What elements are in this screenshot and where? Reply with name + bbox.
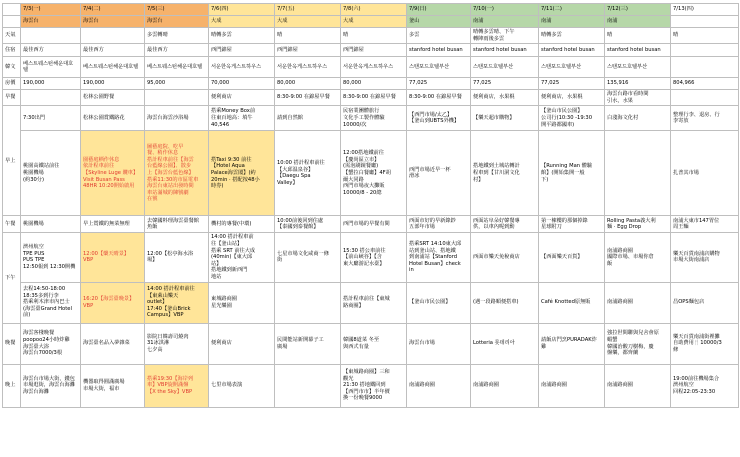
cell-dinner[interactable]: 韓國8道菜 冬至 與西式有量 (341, 323, 407, 364)
cell-area[interactable]: 海雲台 (21, 16, 81, 28)
cell-area[interactable]: 大成 (275, 16, 341, 28)
cell-ko[interactable] (671, 57, 739, 78)
cell-s2[interactable]: 西門市場近早一杯 滑冰 (407, 131, 471, 216)
cell-hotel[interactable]: stanford hotel busan (471, 44, 539, 57)
cell-breakfast[interactable]: 便利商店，水果棍 (539, 90, 605, 106)
cell-ko[interactable]: 스탠포드호텔부산 (407, 57, 471, 78)
cell-dinner[interactable]: 海雲台市場 (407, 323, 471, 364)
cell-s2[interactable]: 桃園高鐵站前往 桃園機場 (約30分) (21, 131, 81, 216)
cell-night[interactable]: 南浦路商圈 (471, 364, 539, 407)
cell-s4[interactable]: 16:20【海雲臺晚景】 VBP (81, 282, 145, 323)
cell-weather[interactable]: 多雲 (407, 28, 471, 44)
cell-price[interactable]: 190,000 (81, 78, 145, 90)
cell-price[interactable]: 77,025 (407, 78, 471, 90)
cell-dinner[interactable]: 便利商店 (209, 323, 275, 364)
cell-dinner[interactable]: 請飯店鬥烹PURADAK炸雞 (539, 323, 605, 364)
row-breakfast (3, 90, 739, 106)
row-label: 午餐 (3, 216, 21, 233)
cell-lunch[interactable]: 第一棟樓的那個掉錄 星球附刀 (539, 216, 605, 233)
cell-night[interactable]: 海雲台市場大街，錢包 市場逛街，海雲台海灘 海雲台海灘 (21, 364, 81, 407)
cell-night[interactable]: 南浦路商圈 (539, 364, 605, 407)
cell-weather[interactable]: 晴轉多雲 (209, 28, 275, 44)
cell-hotel[interactable]: 最佳西方 (81, 44, 145, 57)
cell-s3[interactable]: 濟州航空 TPE PUS PUS TPE 12:50報到 12:30開機 (21, 233, 81, 282)
cell-area[interactable]: 海雲台 (81, 16, 145, 28)
cell-area[interactable]: 南浦 (471, 16, 539, 28)
cell-breakfast[interactable]: 8:30-9:00 在錦屋早餐 (341, 90, 407, 106)
cell-s1[interactable]: 民宿業團體旅行 文化手工製作體驗 10000/次 (341, 106, 407, 131)
cell-ko[interactable]: 서운한옥게스트하우스 (209, 57, 275, 78)
row-s2 (3, 131, 739, 216)
cell-night[interactable]: 南浦路商圈 (407, 364, 471, 407)
cell-weather[interactable]: 晴 (341, 28, 407, 44)
cell-s3[interactable]: 【西面樂天百貨】 (539, 233, 605, 282)
cell-area[interactable]: 釜山 (407, 16, 471, 28)
cell-hotel[interactable]: 西門錦屋 (209, 44, 275, 57)
cell-dinner[interactable]: 海雲臺名品入夢雜菜 (81, 323, 145, 364)
cell-price[interactable]: 804,966 (671, 78, 739, 90)
cell-price[interactable]: 135,916 (605, 78, 671, 90)
cell-s1[interactable]: 【西門市場/太乙】 【釜山到UBTS外機】 (407, 106, 471, 131)
cell-breakfast[interactable]: 8:30-9:00 在錦屋早餐 (407, 90, 471, 106)
cell-breakfast[interactable]: 便利商店 (209, 90, 275, 106)
cell-hotel[interactable]: stanford hotel busan (407, 44, 471, 57)
cell-lunch[interactable]: 機村的專餐(中環) (209, 216, 275, 233)
cell-night[interactable]: 七里市場表演 (209, 364, 275, 407)
cell-weather[interactable]: 晴轉多雲 (539, 28, 605, 44)
cell-s1[interactable]: 【樂天超市購物】 (471, 106, 539, 131)
cell-s1[interactable]: 請到自然館 (275, 106, 341, 131)
cell-breakfast[interactable] (21, 90, 81, 106)
cell-date[interactable]: 7/12(三) (605, 4, 671, 16)
row-date (3, 4, 739, 16)
cell-s3[interactable]: 14:00 搭計程車前 往【釜山站】 搭乘 SRT 前往大成 (40min)【東大邱 站】 搭地鐵到新西門 地站 (209, 233, 275, 282)
cell-lunch[interactable]: 桃園機場 (21, 216, 81, 233)
row-weather (3, 28, 739, 44)
cell-night[interactable]: 【東城路商圈】三和 觀光 21:30 搭地鐵回到 【西門市市】半年價 換一份晚餐9000 (341, 364, 407, 407)
cell-area[interactable]: 大成 (341, 16, 407, 28)
cell-night[interactable]: 搭乘19:30【海岸列 車】VBP旋開滿盤 【X the Sky】VBP (145, 364, 209, 407)
cell-ko[interactable]: 베스트웨스턴해운대호텔 (21, 57, 81, 78)
cell-lunch[interactable]: 西面市好的早新錄鈔 五部年市場 (407, 216, 471, 233)
cell-s2[interactable] (605, 131, 671, 216)
row-night (3, 364, 739, 407)
itinerary-table (2, 3, 739, 408)
cell-breakfast[interactable]: 8:30-9:00 在錦屋早餐 (275, 90, 341, 106)
cell-weather[interactable] (81, 28, 145, 44)
cell-area[interactable] (671, 16, 739, 28)
row-label: 下午 (3, 233, 21, 323)
cell-date[interactable]: 7/10(一) (471, 4, 539, 16)
cell-lunch[interactable]: 西面站阜朵好韓餐專 供，以車內呢到勳 (471, 216, 539, 233)
cell-breakfast[interactable]: 海雲台路市看時間 引水，水果 (605, 90, 671, 106)
row-label: 早上 (3, 106, 21, 216)
cell-ko[interactable]: 스탠포드호텔부산 (605, 57, 671, 78)
cell-dinner[interactable]: 影院日韓壽司燒肉 31冰淇淋 七夕高 (145, 323, 209, 364)
cell-lunch[interactable]: 早上賞鐵的無菜無理 (81, 216, 145, 233)
row-s3 (3, 233, 739, 282)
cell-s1[interactable]: 搭乘Money Box前 往東百地高：填牛 40,546 (209, 106, 275, 131)
cell-s2[interactable]: 搭Taxi 9:30 前往 【Hotel Aqua Palace海雲閣】(約 20min · 搭配按48小 時券) (209, 131, 275, 216)
row-label-empty (3, 16, 21, 28)
cell-price[interactable]: 190,000 (21, 78, 81, 90)
cell-s4[interactable] (275, 282, 341, 323)
cell-area[interactable]: 南浦 (605, 16, 671, 28)
cell-date[interactable]: 7/6(四) (209, 4, 275, 16)
cell-lunch[interactable]: 10:00前後回到住處 【泰國到泰餐館】 (275, 216, 341, 233)
cell-price[interactable]: 77,025 (471, 78, 539, 90)
cell-area[interactable]: 大成 (209, 16, 275, 28)
cell-weather[interactable]: 晴轉多雲晴、下午 轉陣雨後多雲 (471, 28, 539, 44)
cell-lunch[interactable]: Rolling Pasta義大利 麵 · Egg Drop (605, 216, 671, 233)
cell-hotel[interactable]: 西門錦屋 (341, 44, 407, 57)
cell-date[interactable]: 7/5(三) (145, 4, 209, 16)
cell-dinner[interactable]: 樂天百貨南浦街裡攤 自助費用🍴10000/3 條 (671, 323, 739, 364)
cell-s4[interactable]: 東城路商圈 星光樂園 (209, 282, 275, 323)
cell-s1[interactable]: 松林公園賞鐵路花 (81, 106, 145, 131)
row-label: 天氣 (3, 28, 21, 44)
cell-s3[interactable]: 12:00【松亭海水浴 場】 (145, 233, 209, 282)
cell-ko[interactable]: 베스트웨스턴해운대호텔 (81, 57, 145, 78)
cell-price[interactable]: 77,025 (539, 78, 605, 90)
cell-s4[interactable]: 去程14:50-18:00 18:35多到行李 搭乘利木津市內巴士 (海雲臺Grand Hotel前) (21, 282, 81, 323)
cell-weather[interactable]: 多雲轉晴 (145, 28, 209, 44)
cell-area[interactable]: 海雲台 (145, 16, 209, 28)
cell-ko[interactable]: 베스트웨스턴해운대호텔 (145, 57, 209, 78)
cell-s1[interactable]: 7:30出門 (21, 106, 81, 131)
cell-s4[interactable]: Café Knotted原無販 (539, 282, 605, 323)
row-label: 早餐 (3, 90, 21, 106)
cell-date[interactable]: 7/7(五) (275, 4, 341, 16)
cell-night[interactable]: 南浦路商圈 (605, 364, 671, 407)
cell-hotel[interactable]: 西門錦屋 (275, 44, 341, 57)
cell-s1[interactable]: 海雲台海雲沙浴場 (145, 106, 209, 131)
row-hotel (3, 44, 739, 57)
cell-ko[interactable]: 서운한옥게스트하우스 (341, 57, 407, 78)
cell-weather[interactable]: 晴 (605, 28, 671, 44)
cell-s1[interactable]: 整理行李、退房、行 李寄放 (671, 106, 739, 131)
cell-s1[interactable]: 【釜山市民公園】 公司行(10:30 -19:30 開平路都國車) (539, 106, 605, 131)
cell-s4[interactable]: 昌OPS麵包店 (671, 282, 739, 323)
cell-night[interactable] (275, 364, 341, 407)
row-ko (3, 57, 739, 78)
cell-s4[interactable]: (遇一段路順便搭車) (471, 282, 539, 323)
cell-price[interactable]: 95,000 (145, 78, 209, 90)
cell-dinner[interactable]: 民間能站新開幕子工 廣場 (275, 323, 341, 364)
cell-s2[interactable]: 扎普其市場 (671, 131, 739, 216)
row-dinner (3, 323, 739, 364)
cell-hotel[interactable]: stanford hotel busan (605, 44, 671, 57)
cell-s3[interactable]: 西面市樂天免稅商店 (471, 233, 539, 282)
cell-ko[interactable]: 스탠포드호텔부산 (471, 57, 539, 78)
cell-s3[interactable]: 搭乘SRT 14:10東大邱 站到釜山站、搭地鐵 到南浦站【Stanford Hotel Busan】check in (407, 233, 471, 282)
row-area (3, 16, 739, 28)
cell-s2[interactable]: 12:00搭地鐵前往 【慶尚區立市】 (需泡刷鏡餐廳) 【蟹拉白餐廳】4F胡 爾大同路 西門市場夜大攤販 10000/8 - 20總 (341, 131, 407, 216)
cell-weather[interactable] (21, 28, 81, 44)
cell-s4[interactable]: 南浦路商圈 (605, 282, 671, 323)
cell-hotel[interactable]: 最佳西方 (145, 44, 209, 57)
cell-s2[interactable]: 搭地鐵到土城站轉計 程車到【甘川洞文化 村】 (471, 131, 539, 216)
row-label: 晚餐 (3, 323, 21, 364)
cell-night[interactable]: 19:00前往機場集合 濟州航空 回程22:05-23:30 (671, 364, 739, 407)
cell-dinner[interactable]: Lotteria 롯데리아 (471, 323, 539, 364)
cell-breakfast[interactable]: 松林公園野餐 (81, 90, 145, 106)
cell-ko[interactable]: 스탠포드호텔부산 (539, 57, 605, 78)
cell-date[interactable]: 7/8(六) (341, 4, 407, 16)
cell-lunch[interactable]: 去韓國料理海雲臺餐館 魚飯 (145, 216, 209, 233)
cell-s3[interactable]: 12:00【藥天晴景】 VBP (81, 233, 145, 282)
cell-s3[interactable]: 15:30 搭公車前往 【前山峽谷】【含 東大廳游記水臺】 (341, 233, 407, 282)
cell-date[interactable]: 7/3(一) (21, 4, 81, 16)
cell-hotel[interactable]: stanford hotel busan (539, 44, 605, 57)
cell-s1[interactable]: 白淺海文化村 (605, 106, 671, 131)
cell-dinner[interactable]: 強拉世間聯與兒舍會原 蝦蟹 韓國治酸刀樹梅，慶 盤樂，都齊蘭 (605, 323, 671, 364)
cell-s4[interactable]: 14:00 搭計程車前往 【東萊山樂天 outlet】 17:40【釜山Brick Campus】VBP (145, 282, 209, 323)
cell-s2[interactable]: 圖藝庭院、吃早 餐、稍作休息 搭計程車前往【海雲 台藍線公園】、散步 上【海雲台藍色線】 搭乘11:30的市區電車 海雲台東站出發時間 車站滿城的陳號劇 在號 (145, 131, 209, 216)
cell-weather[interactable]: 晴 (671, 28, 739, 44)
row-s1 (3, 106, 739, 131)
cell-date[interactable]: 7/11(二) (539, 4, 605, 16)
cell-s2[interactable]: 【Running Man 體驗 館】(開始集開一般 下) (539, 131, 605, 216)
row-label: 房價 (3, 78, 21, 90)
cell-s3[interactable]: 南浦路商圈 國際市場、市場你倉 飯 (605, 233, 671, 282)
cell-date[interactable]: 7/4(二) (81, 4, 145, 16)
cell-lunch[interactable]: 南浦大東市147胃位 周王麵 (671, 216, 739, 233)
cell-breakfast[interactable] (671, 90, 739, 106)
cell-ko[interactable]: 서운한옥게스트하우스 (275, 57, 341, 78)
cell-night[interactable]: 機器取得圓滿廣場 市場大街，福市 (81, 364, 145, 407)
cell-lunch[interactable]: 西門市場的早餐有間 (341, 216, 407, 233)
cell-price[interactable]: 80,000 (341, 78, 407, 90)
cell-breakfast[interactable]: 便利商店，水果棍 (471, 90, 539, 106)
cell-s4[interactable]: 搭計程車前往【東城 路商圈】 (341, 282, 407, 323)
row-label: 韓文 (3, 57, 21, 78)
cell-hotel[interactable]: 最佳西方 (21, 44, 81, 57)
cell-date[interactable]: 7/13(四) (671, 4, 739, 16)
cell-area[interactable]: 南浦 (539, 16, 605, 28)
cell-hotel[interactable] (671, 44, 739, 57)
row-s4 (3, 282, 739, 323)
cell-s4[interactable]: 【釜山市民公園】 (407, 282, 471, 323)
row-price (3, 78, 739, 90)
row-label: 晚上 (3, 364, 21, 407)
cell-price[interactable]: 70,000 (209, 78, 275, 90)
cell-s2[interactable]: 10:00 搭計程車前往 【大邱温泉谷】 【Daegu Spa Valley】 (275, 131, 341, 216)
cell-price[interactable]: 80,000 (275, 78, 341, 90)
row-lunch (3, 216, 739, 233)
cell-date[interactable]: 7/9(日) (407, 4, 471, 16)
cell-s3[interactable]: 樂天百貨南浦店購物 市場大街南浦店 (671, 233, 739, 282)
cell-breakfast[interactable] (145, 90, 209, 106)
itinerary-sheet (2, 3, 739, 408)
cell-s3[interactable]: 七星市場文化咸商一條 街 (275, 233, 341, 282)
cell-weather[interactable]: 晴 (275, 28, 341, 44)
row-label-empty (3, 4, 21, 16)
cell-s2[interactable]: 園藝庭栖作休息 依計程車前往 【Skyline Luge 纜車】 Visit Busan Pass 48HR 10:20開始啟用 (81, 131, 145, 216)
cell-dinner[interactable]: 海雲客棧晚餐 poopoo24小時炸雞 海雲臺大浴 海雲台7000/3根 (21, 323, 81, 364)
row-label: 住宿 (3, 44, 21, 57)
